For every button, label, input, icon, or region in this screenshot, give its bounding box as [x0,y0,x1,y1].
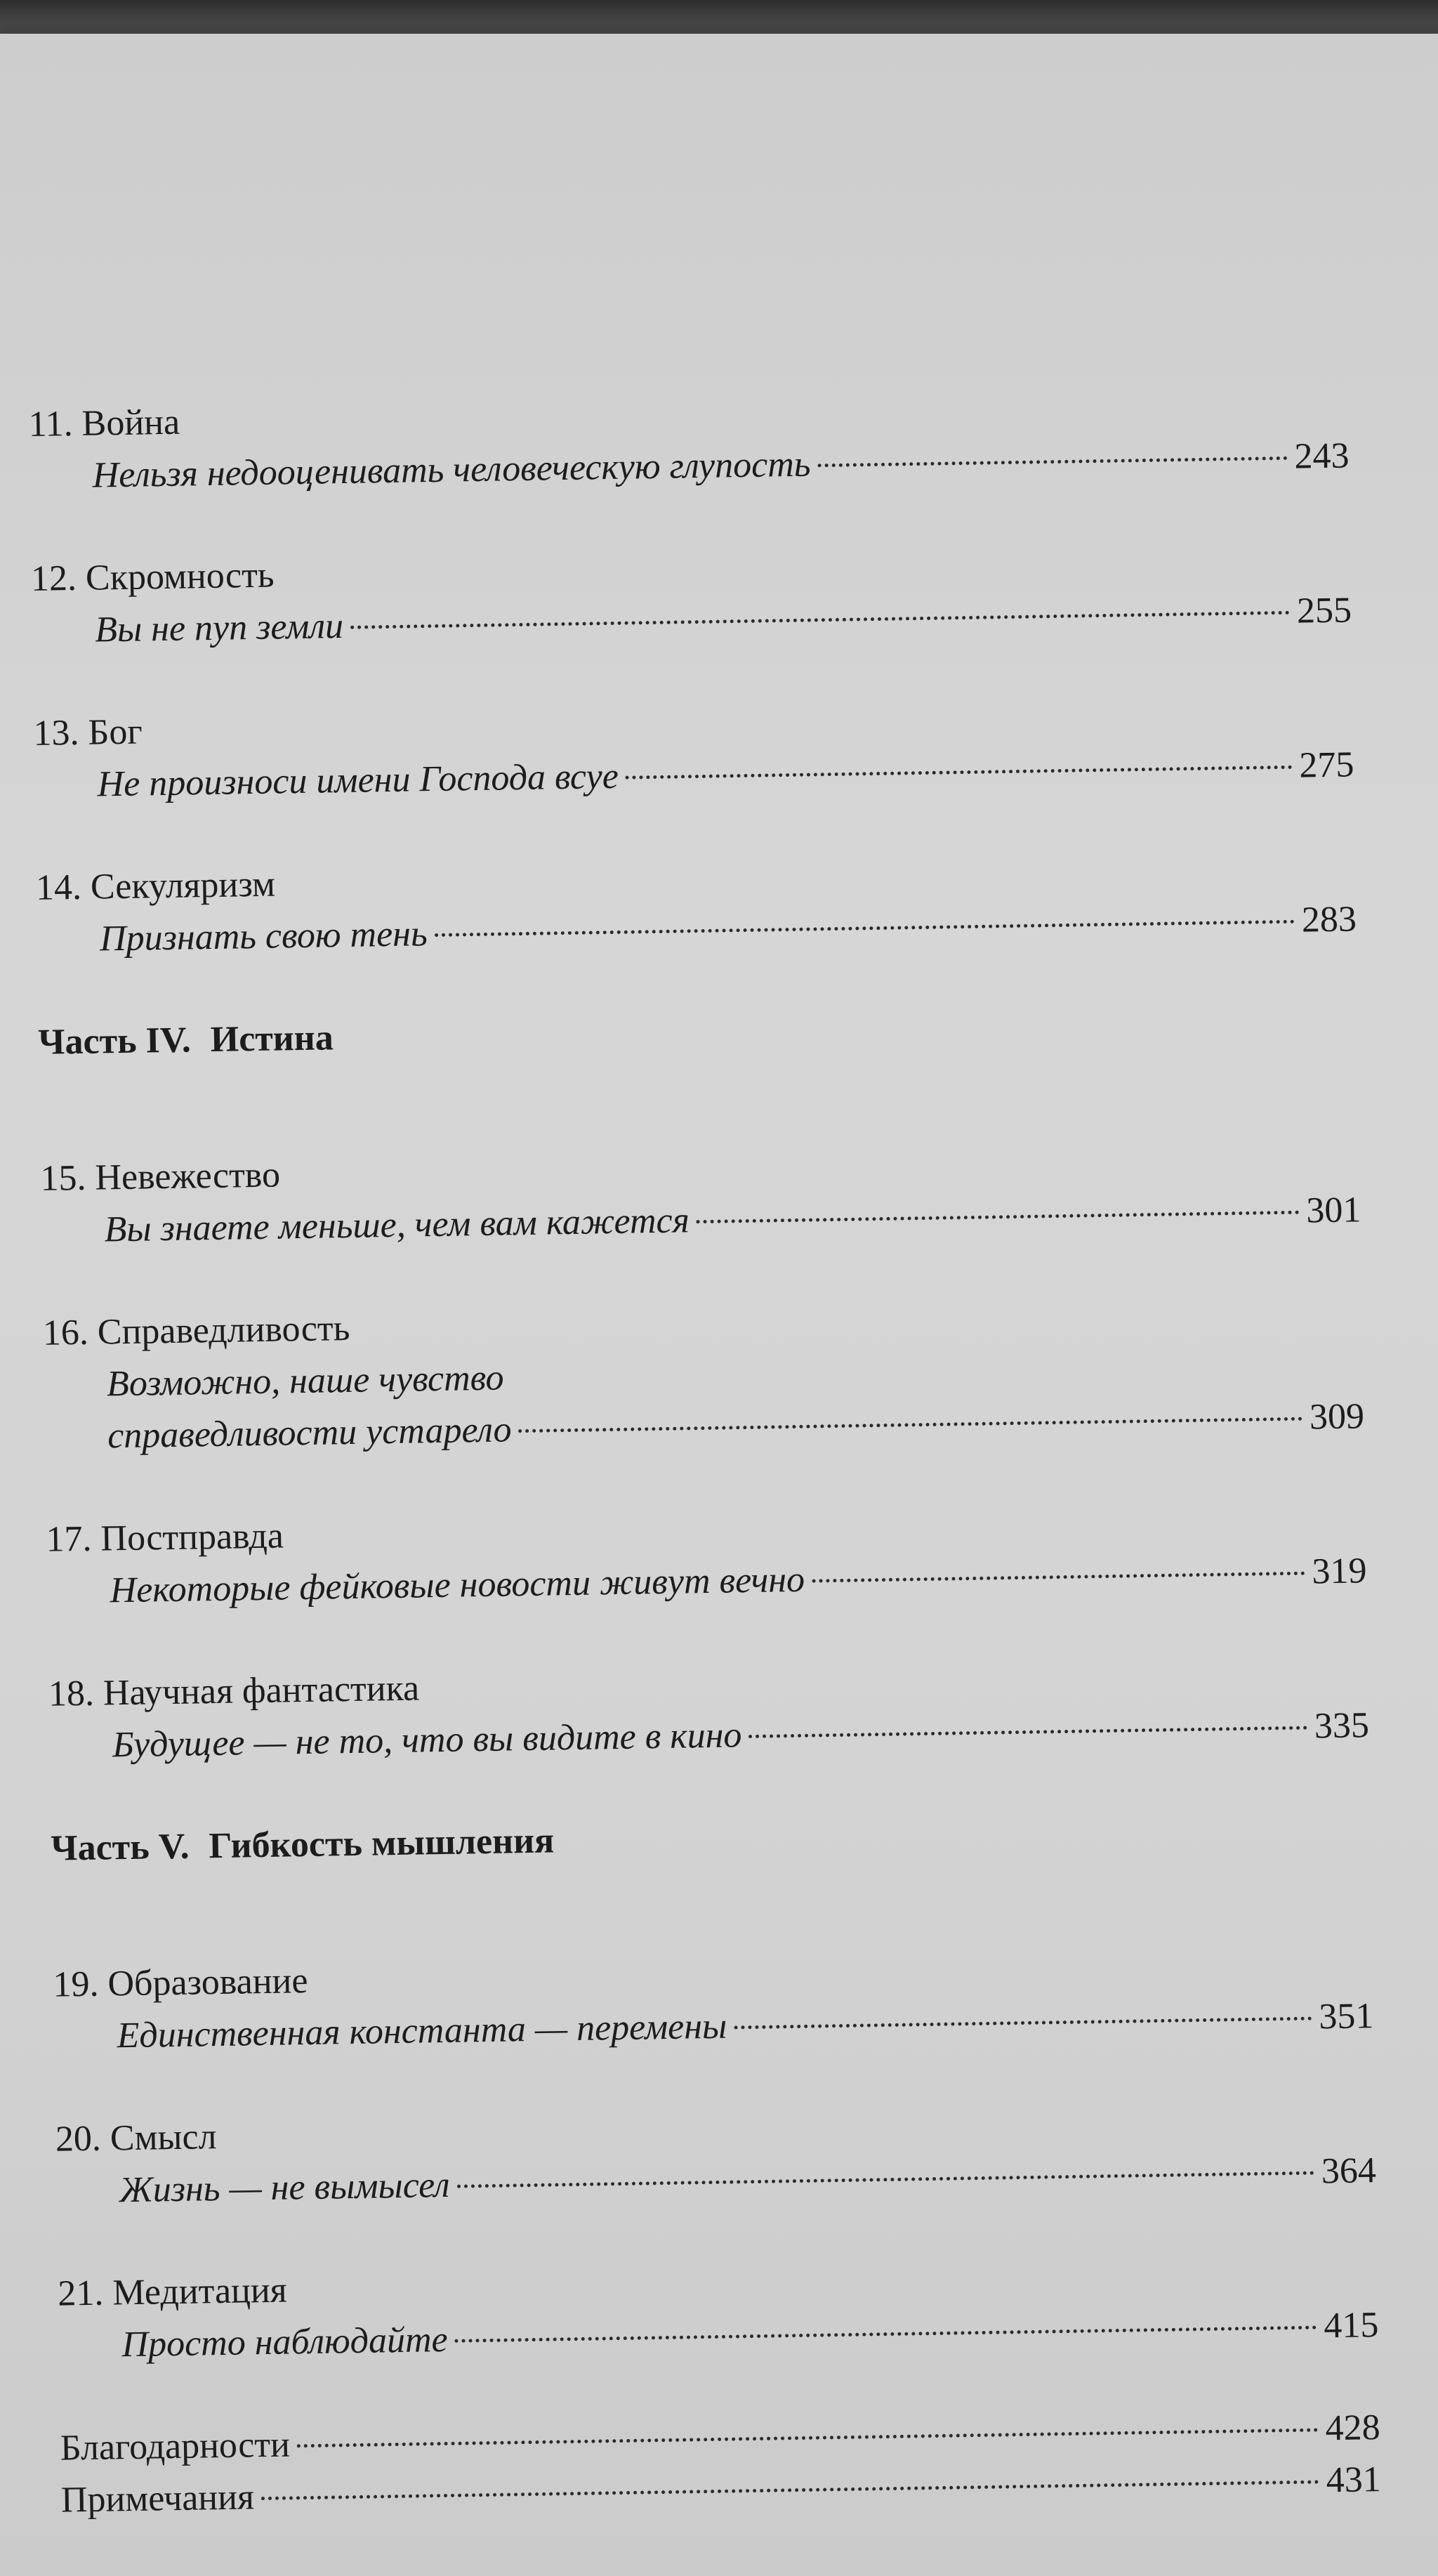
chapter-subtitle: Вы не пуп земли [94,605,344,650]
part-heading-4 [38,996,1373,1069]
book-page [0,34,1438,2576]
toc-entry-15 [40,1132,1376,1257]
page-number: 283 [1301,899,1357,940]
chapter-title: 21. Медитация [57,2270,288,2314]
part-heading-5 [51,1802,1385,1875]
chapter-title: 15. Невежество [39,1155,281,1199]
dot-leader [261,2480,1319,2500]
chapter-title: 20. Смысл [55,2117,217,2160]
chapter-title: 16. Справедливость [42,1308,350,1353]
page-number: 243 [1294,435,1350,477]
part-label: Часть IV. [37,1020,192,1063]
chapter-subtitle: справедливости устарело [107,1409,512,1457]
toc-entry-21 [58,2247,1393,2372]
dot-leader [817,456,1287,468]
chapter-title: 17. Постправда [46,1516,284,1560]
dot-leader [455,2326,1317,2343]
chapter-subtitle: Признать свою тень [99,914,428,959]
back-matter [60,2402,1395,2527]
toc-entry-19 [53,1938,1388,2063]
chapter-subtitle: Жизнь — не вымысел [119,2164,451,2211]
toc-entry-12 [30,532,1366,657]
dot-leader [435,920,1295,937]
toc-entry-17 [46,1493,1381,1618]
chapter-subtitle: Вы знаете меньше, чем вам кажется [104,1200,690,1250]
page-number: 415 [1323,2305,1379,2346]
chapter-title: 18. Научная фантастика [48,1668,420,1714]
toc-entry-20 [55,2093,1390,2218]
page-number: 319 [1312,1551,1367,1592]
page-number: 301 [1305,1190,1361,1231]
table-of-contents [28,378,1395,2526]
page-number: 309 [1309,1396,1365,1438]
page-number: 351 [1318,1996,1374,2037]
back-matter-title: Примечания [60,2477,255,2521]
dot-leader [812,1572,1305,1583]
chapter-subtitle: Не произноси имени Господа всуе [97,756,619,805]
toc-entry-14 [35,841,1371,966]
toc-entry-16 [42,1287,1378,1464]
chapter-title: 19. Образование [53,1961,308,2005]
dot-leader [519,1417,1303,1433]
chapter-subtitle: Просто наблюдайте [121,2319,449,2365]
dot-leader [748,1726,1307,1738]
page-number: 431 [1326,2459,1382,2501]
toc-entry-18 [48,1648,1383,1773]
dot-leader [626,765,1293,780]
chapter-title: 12. Скромность [30,555,275,599]
dot-leader [697,1211,1300,1223]
toc-entry-11 [28,378,1364,503]
page-number: 275 [1298,744,1354,786]
dot-leader [350,611,1290,629]
chapter-subtitle: Нельзя недооценивать человеческую глупость [92,444,811,496]
chapter-subtitle-first-line: Возможно, наше чувство [106,1358,504,1405]
chapter-subtitle: Единственная константа — перемены [117,2006,727,2056]
part-name: Истина [210,1018,334,1060]
part-label: Часть V. [50,1826,190,1869]
dot-leader [457,2171,1314,2188]
chapter-subtitle: Некоторые фейковые новости живут вечно [110,1559,805,1611]
page-number: 428 [1325,2407,1381,2449]
dot-leader [734,2017,1312,2030]
page-number: 255 [1296,590,1352,631]
page-number: 364 [1321,2150,1377,2192]
chapter-subtitle: Будущее — не то, что вы видите в кино [112,1715,742,1766]
page-number: 335 [1314,1705,1370,1747]
chapter-title: 11. Война [28,402,180,445]
back-matter-title: Благодарности [60,2424,291,2469]
chapter-title: 13. Бог [33,711,143,754]
part-name: Гибкость мышления [209,1820,555,1867]
chapter-title: 14. Секуляризм [35,864,276,908]
dot-leader [297,2428,1319,2447]
toc-entry-13 [33,687,1368,812]
